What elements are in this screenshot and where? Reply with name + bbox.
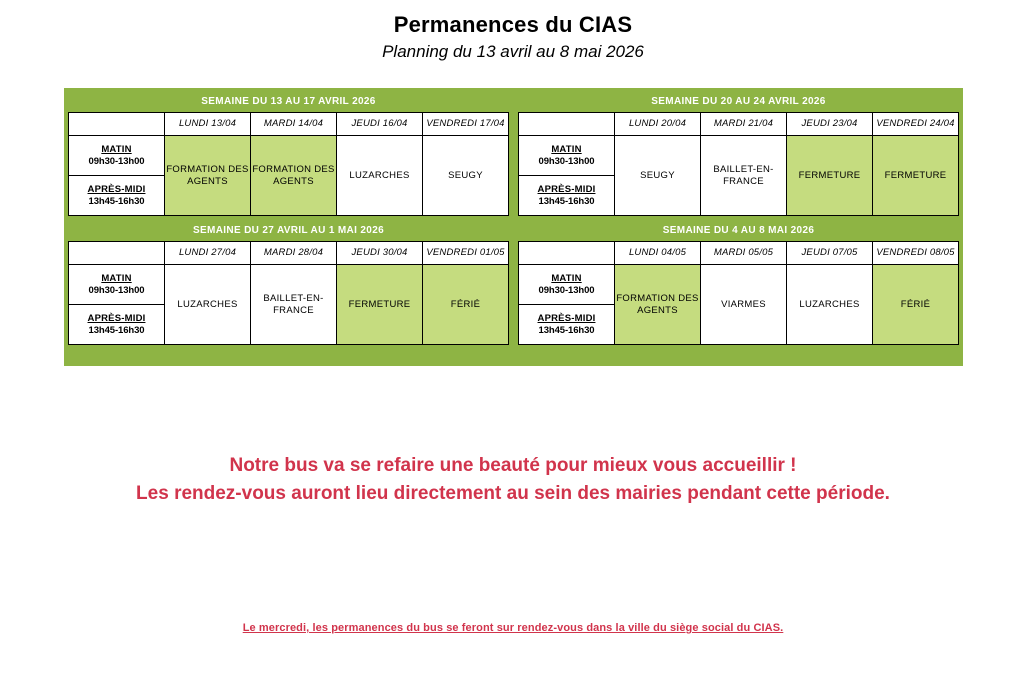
title-block [0,0,1026,63]
table-row-dayheads [69,113,509,136]
table-row-matin [519,136,959,176]
schedule-cell: LUZARCHES [337,136,423,216]
schedule-cell: BAILLET-EN-FRANCE [701,136,787,216]
slot-label-matin [69,265,165,305]
slot-label-apres-midi [69,305,165,345]
schedule-cell: FERMETURE [337,265,423,345]
slot-name: MATIN [101,143,132,155]
day-header: VENDREDI 17/04 [423,113,509,136]
slot-label-matin [519,265,615,305]
schedule-cell: FERMETURE [873,136,959,216]
week-title: SEMAINE DU 20 AU 24 AVRIL 2026 [518,92,959,112]
planning-board [64,88,963,366]
slot-name: APRÈS-MIDI [537,312,596,324]
table-row-matin [69,136,509,176]
schedule-cell: SEUGY [423,136,509,216]
page-subtitle: Planning du 13 avril au 8 mai 2026 [382,41,644,61]
schedule-cell: BAILLET-EN-FRANCE [251,265,337,345]
slot-label-matin [69,136,165,176]
schedule-cell: FÉRIÉ [873,265,959,345]
table-row-dayheads [69,242,509,265]
slot-label-apres-midi [519,305,615,345]
schedule-cell: SEUGY [615,136,701,216]
schedule-cell: FERMETURE [787,136,873,216]
day-header: VENDREDI 08/05 [873,242,959,265]
week-title: SEMAINE DU 13 AU 17 AVRIL 2026 [68,92,509,112]
day-header: LUNDI 13/04 [165,113,251,136]
table-row-matin [519,265,959,305]
week-block-2 [518,92,959,216]
footer-note: Le mercredi, les permanences du bus se feront sur rendez-vous dans la ville du siège social du CIAS. [242,622,784,634]
day-header: JEUDI 23/04 [787,113,873,136]
schedule-cell: LUZARCHES [787,265,873,345]
schedule-cell: FORMATION DES AGENTS [165,136,251,216]
day-header: MARDI 05/05 [701,242,787,265]
table-row-dayheads [519,242,959,265]
day-header: MARDI 14/04 [251,113,337,136]
slot-name: MATIN [551,143,582,155]
slot-name: APRÈS-MIDI [87,312,146,324]
week-block-4 [518,221,959,345]
day-header: LUNDI 20/04 [615,113,701,136]
slot-time: 13h45-16h30 [538,195,595,207]
day-header: MARDI 21/04 [701,113,787,136]
schedule-cell: VIARMES [701,265,787,345]
day-header: VENDREDI 01/05 [423,242,509,265]
board-row-top [68,92,959,216]
grid-corner [519,242,615,265]
slot-time: 09h30-13h00 [88,155,145,167]
week-block-3 [68,221,509,345]
schedule-cell: FÉRIÉ [423,265,509,345]
week-grid [68,241,509,345]
slot-time: 13h45-16h30 [88,324,145,336]
day-header: JEUDI 16/04 [337,113,423,136]
week-title: SEMAINE DU 27 AVRIL AU 1 MAI 2026 [68,221,509,241]
schedule-cell: FORMATION DES AGENTS [251,136,337,216]
notice-line-2: Les rendez-vous auront lieu directement au sein des mairies pendant cette période. [136,482,890,504]
notice-line-1: Notre bus va se refaire une beauté pour mieux vous accueillir ! [229,455,797,476]
week-title: SEMAINE DU 4 AU 8 MAI 2026 [518,221,959,241]
board-row-bottom [68,221,959,345]
day-header: JEUDI 30/04 [337,242,423,265]
slot-time: 13h45-16h30 [538,324,595,336]
day-header: MARDI 28/04 [251,242,337,265]
schedule-cell: FORMATION DES AGENTS [615,265,701,345]
day-header: LUNDI 27/04 [165,242,251,265]
day-header: JEUDI 07/05 [787,242,873,265]
notice-block [0,452,1026,507]
slot-label-apres-midi [69,176,165,216]
grid-corner [69,113,165,136]
week-grid [518,112,959,216]
slot-label-matin [519,136,615,176]
slot-name: MATIN [551,272,582,284]
slot-name: MATIN [101,272,132,284]
table-row-dayheads [519,113,959,136]
slot-name: APRÈS-MIDI [537,183,596,195]
schedule-cell: LUZARCHES [165,265,251,345]
week-block-1 [68,92,509,216]
week-grid [518,241,959,345]
week-grid [68,112,509,216]
page-title: Permanences du CIAS [393,12,633,37]
slot-name: APRÈS-MIDI [87,183,146,195]
grid-corner [69,242,165,265]
slot-time: 09h30-13h00 [88,284,145,296]
slot-time: 13h45-16h30 [88,195,145,207]
day-header: LUNDI 04/05 [615,242,701,265]
day-header: VENDREDI 24/04 [873,113,959,136]
slot-time: 09h30-13h00 [538,155,595,167]
slot-time: 09h30-13h00 [538,284,595,296]
slot-label-apres-midi [519,176,615,216]
grid-corner [519,113,615,136]
table-row-matin [69,265,509,305]
